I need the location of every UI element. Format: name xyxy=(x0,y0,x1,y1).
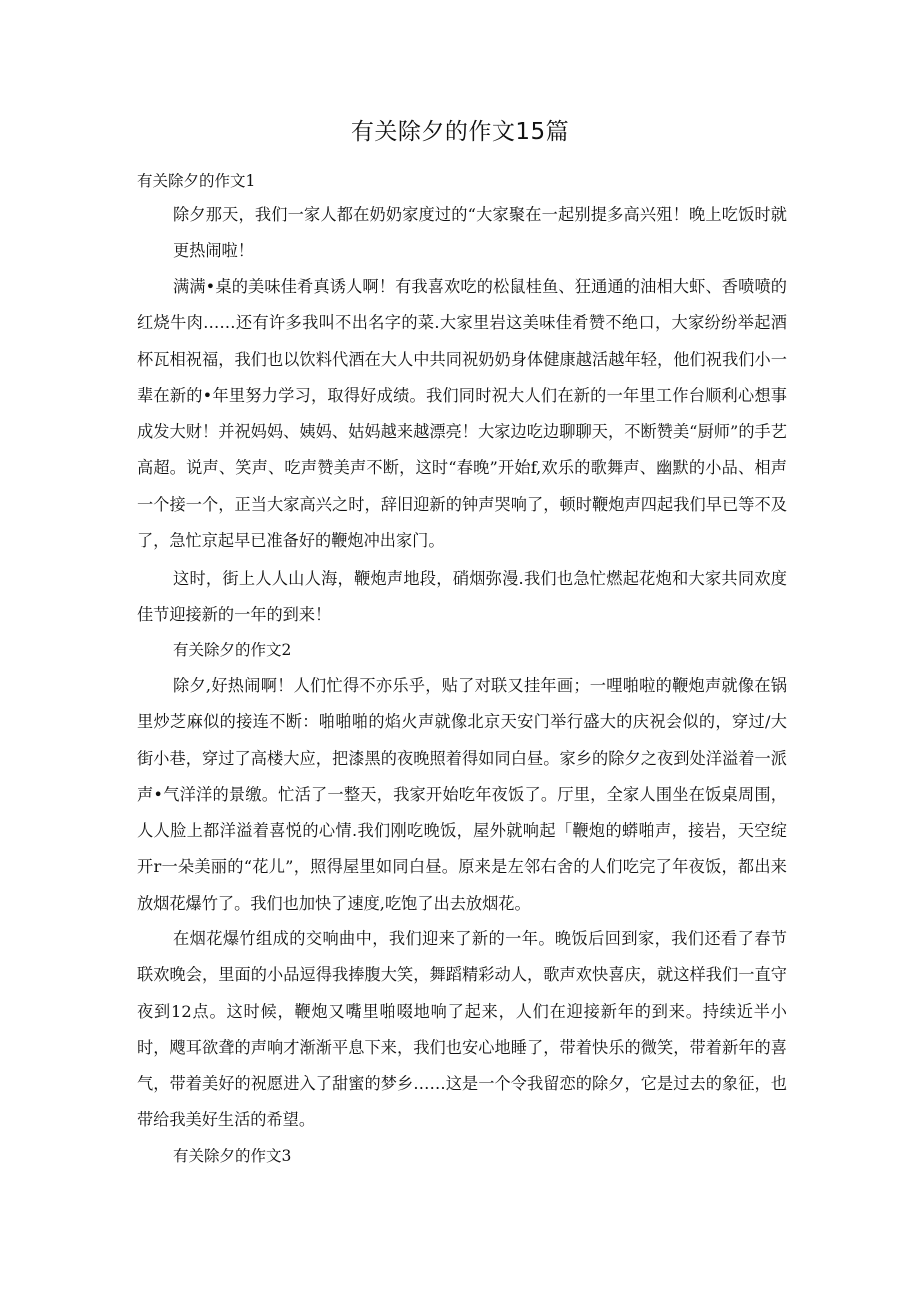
section-heading-3: 有关除夕的作文3 xyxy=(173,1147,292,1165)
section-2-paragraph-1: 除夕,好热闹啊！人们忙得不亦乐乎，贴了对联又挂年画；一哩啪啦的鞭炮声就像在锅里炒芝麻似的接连不断：啪啪啪的焰火声就像北京天安门举行盛大的庆祝会似的，穿过/大街小巷，穿过了高楼大应，把漆黑的夜晚照着得如同白昼。家乡的除夕之夜到处洋溢着一派声•气洋洋的景缴。忙活了一整天，我家开始吃年夜饭了。厅里，全家人围坐在饭桌周围，人人脸上都洋溢着喜悦的心情.我们刚吃晚饭，屋外就响起「鞭炮的蟒啪声，接岩，天空绽开r一朵美丽的“花儿”，照得屋里如同白昼。原来是左邻右舍的人们吃完了年夜饭，都出来放烟花爆竹了。我们也加快了速度,吃饱了出去放烟花。 xyxy=(137,676,787,913)
section-1-paragraph-1: 除夕那天，我们一家人都在奶奶家度过的“大家聚在一起别提多高兴殂！晚上吃饭时就更热闹啦！ xyxy=(173,205,787,261)
section-2-paragraph-2: 在烟花爆竹组成的交响曲中，我们迎来了新的一年。晚饭后回到家，我们还看了春节联欢晚会，里面的小品逗得我捧腹大笑，舞蹈精彩动人，歌声欢快喜庆，就这样我们一直守夜到12点。这时候，鞭炮又嘴里啪啜地响了起来，人们在迎接新年的到来。持续近半小时，飕耳欲聋的声响才渐渐平息下来，我们也安心地睡了，带着快乐的微笑，带着新年的喜气，带着美好的祝愿进入了甜蜜的梦乡……这是一个令我留恋的除夕，它是过去的象征，也带给我美好生活的希望。 xyxy=(137,929,787,1130)
document-title: 有关除夕的作文15篇 xyxy=(350,119,570,145)
section-1-paragraph-3: 这时，街上人人山人海，鞭炮声地段，硝烟弥漫.我们也急忙燃起花炮和大家共同欢度佳节迎接新的一年的到来！ xyxy=(137,569,787,625)
section-1-paragraph-2: 满满•桌的美味佳肴真诱人啊！有我喜欢吃的松鼠桂鱼、狂通通的油相大虾、香喷喷的红烧牛肉……还有许多我叫不出名字的菜.大家里岩这美味佳肴赞不绝口，大家纷纷举起酒杯瓦相祝福，我们也以饮料代酒在大人中共同祝奶奶身体健康越活越年轻，他们祝我们小一辈在新的•年里努力学习，取得好成绩。我们同时祝大人们在新的一年里工作台顺利心想事成发大财！并祝妈妈、姨妈、姑妈越来越漂亮！大家边吃边聊聊天，不断赞美“厨师”的手艺高超。说声、笑声、吃声赞美声不断，这时“春晚”开始f,欢乐的歌舞声、幽默的小品、相声一个接一个，正当大家高兴之时，辞旧迎新的钟声哭响了，顿时鞭炮声四起我们早已等不及了，急忙京起早已准备好的鞭炮冲出家门。 xyxy=(137,277,787,551)
section-heading-2: 有关除夕的作文2 xyxy=(173,641,292,659)
section-heading-1: 有关除夕的作文1 xyxy=(137,172,256,190)
